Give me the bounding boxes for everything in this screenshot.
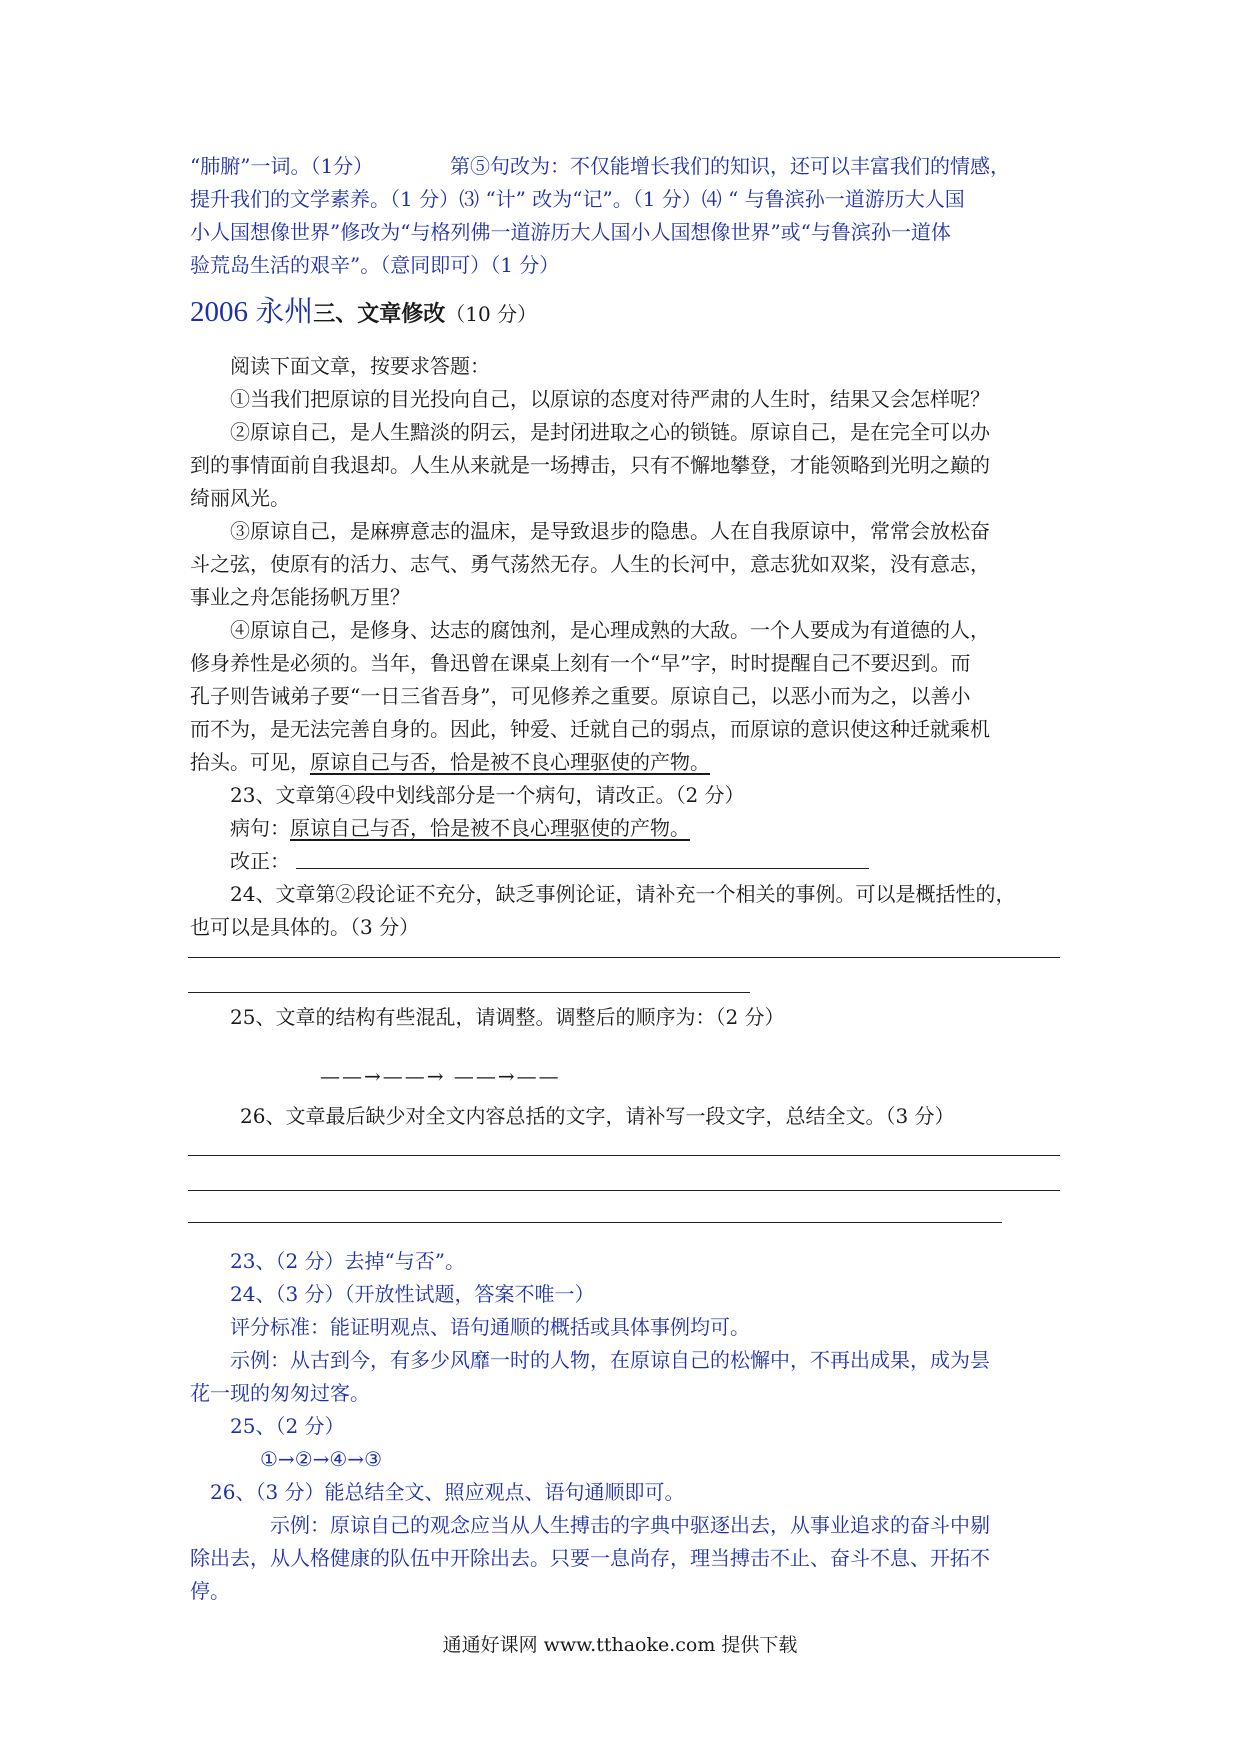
- passage-p4-line-5a: 抬头。可见，: [190, 750, 310, 774]
- passage-p3-line-1: ③原谅自己，是麻痹意志的温床，是导致退步的隐患。人在自我原谅中，常常会放松奋: [230, 519, 990, 543]
- passage-p4-line-4: 而不为，是无法完善自身的。因此，钟爱、迁就自己的弱点，而原谅的意识使这种迁就乘机: [190, 717, 990, 741]
- passage-p4-line-5: [190, 746, 710, 779]
- answer-line-26-3[interactable]: [188, 1222, 1002, 1223]
- prev-answer-line-1b: 第⑤句改为：不仅能增长我们的知识，还可以丰富我们的情感，: [450, 154, 1010, 178]
- answer-26-example-line-1: 示例：原谅自己的观念应当从人生搏击的字典中驱逐出去，从事业追求的奋斗中剔: [270, 1513, 990, 1537]
- answer-line-24-1[interactable]: [188, 957, 1060, 958]
- passage-p2-line-1: ②原谅自己，是人生黯淡的阴云，是封闭进取之心的锁链。原谅自己，是在完全可以办: [230, 420, 990, 444]
- bing-text: 原谅自己与否，恰是被不良心理驱使的产物。: [290, 816, 690, 840]
- answer-26: 26、（3 分）能总结全文、照应观点、语句通顺即可。: [210, 1480, 685, 1504]
- answer-line-26-2[interactable]: [188, 1190, 1060, 1191]
- answer-23: 23、（2 分）去掉“与否”。: [230, 1249, 465, 1273]
- heading-points: （10 分）: [445, 302, 538, 326]
- answer-24-example-line-1: 示例：从古到今，有多少风靡一时的人物，在原谅自己的松懈中，不再出成果，成为昙: [230, 1348, 990, 1372]
- answer-line-23[interactable]: [296, 868, 869, 869]
- prev-answer-line-3: 小人国想像世界”修改为“与格列佛一道游历大人国小人国想像世界”或“与鲁滨孙一道体: [190, 220, 951, 244]
- heading-year-place: 2006 永州: [190, 296, 314, 328]
- passage-p3-line-3: 事业之舟怎能扬帆万里？: [190, 585, 410, 609]
- question-24-line-1: 24、文章第②段论证不充分，缺乏事例论证，请补充一个相关的事例。可以是概括性的，: [230, 882, 1016, 906]
- question-23-sentence: [190, 812, 690, 845]
- answer-25: 25、（2 分）: [230, 1414, 345, 1438]
- prev-answer-line-2: 提升我们的文学素养。（1 分）⑶ “计” 改为“记”。（1 分）⑷ “ 与鲁滨孙一道游历大人国: [190, 187, 965, 211]
- answer-line-24-2[interactable]: [188, 992, 750, 993]
- passage-p3-line-2: 斗之弦，使原有的活力、志气、勇气荡然无存。人生的长河中，意志犹如双桨，没有意志，: [190, 552, 990, 576]
- question-24-line-2: 也可以是具体的。（3 分）: [190, 915, 420, 939]
- question-25: 25、文章的结构有些混乱，请调整。调整后的顺序为：（2 分）: [230, 1005, 785, 1029]
- bing-label: 病句：: [230, 816, 290, 840]
- answer-26-example-line-2: 除出去，从人格健康的队伍中开除出去。只要一息尚存，理当搏击不止、奋斗不息、开拓不: [190, 1546, 990, 1570]
- answer-24-example-line-2: 花一现的匆匆过客。: [190, 1381, 370, 1405]
- underlined-sentence: 原谅自己与否，恰是被不良心理驱使的产物。: [310, 750, 710, 774]
- answer-26-example-line-3: 停。: [190, 1579, 230, 1603]
- question-25-blank: ——→——→ ——→——: [320, 1064, 561, 1088]
- passage-p4-line-2: 修身养性是必须的。当年，鲁迅曾在课桌上刻有一个“早”字，时时提醒自己不要迟到。而: [190, 651, 971, 675]
- answer-25-order: ①→②→④→③: [260, 1447, 382, 1471]
- question-26: 26、文章最后缺少对全文内容总括的文字，请补写一段文字，总结全文。（3 分）: [240, 1104, 955, 1128]
- passage-p4-line-1: ④原谅自己，是修身、达志的腐蚀剂，是心理成熟的大敌。一个人要成为有道德的人，: [230, 618, 990, 642]
- prev-answer-line-1a: “肺腑”一词。（1分）: [190, 154, 374, 178]
- answer-line-26-1[interactable]: [188, 1155, 1060, 1156]
- question-23: 23、文章第④段中划线部分是一个病句，请改正。（2 分）: [230, 783, 745, 807]
- passage-p1: ①当我们把原谅的目光投向自己，以原谅的态度对待严肃的人生时，结果又会怎样呢？: [230, 387, 990, 411]
- passage-p2-line-2: 到的事情面前自我退却。人生从来就是一场搏击，只有不懈地攀登，才能领略到光明之巅的: [190, 453, 990, 477]
- question-23-correction-label: 改正：: [230, 849, 290, 873]
- heading-section: 三、文章修改: [313, 301, 446, 327]
- answer-24-standard: 评分标准：能证明观点、语句通顺的概括或具体事例均可。: [230, 1315, 750, 1339]
- prev-answer-line-4: 验荒岛生活的艰辛”。（意同即可）（1 分）: [190, 253, 560, 277]
- passage-intro: 阅读下面文章，按要求答题：: [230, 354, 490, 378]
- answer-24: 24、（3 分）（开放性试题，答案不唯一）: [230, 1282, 595, 1306]
- passage-p2-line-3: 绮丽风光。: [190, 486, 290, 510]
- passage-p4-line-3: 孔子则告诫弟子要“一日三省吾身”，可见修养之重要。原谅自己，以恶小而为之，以善小: [190, 684, 971, 708]
- page-footer: 通通好课网 www.tthaoke.com 提供下载: [442, 1634, 798, 1656]
